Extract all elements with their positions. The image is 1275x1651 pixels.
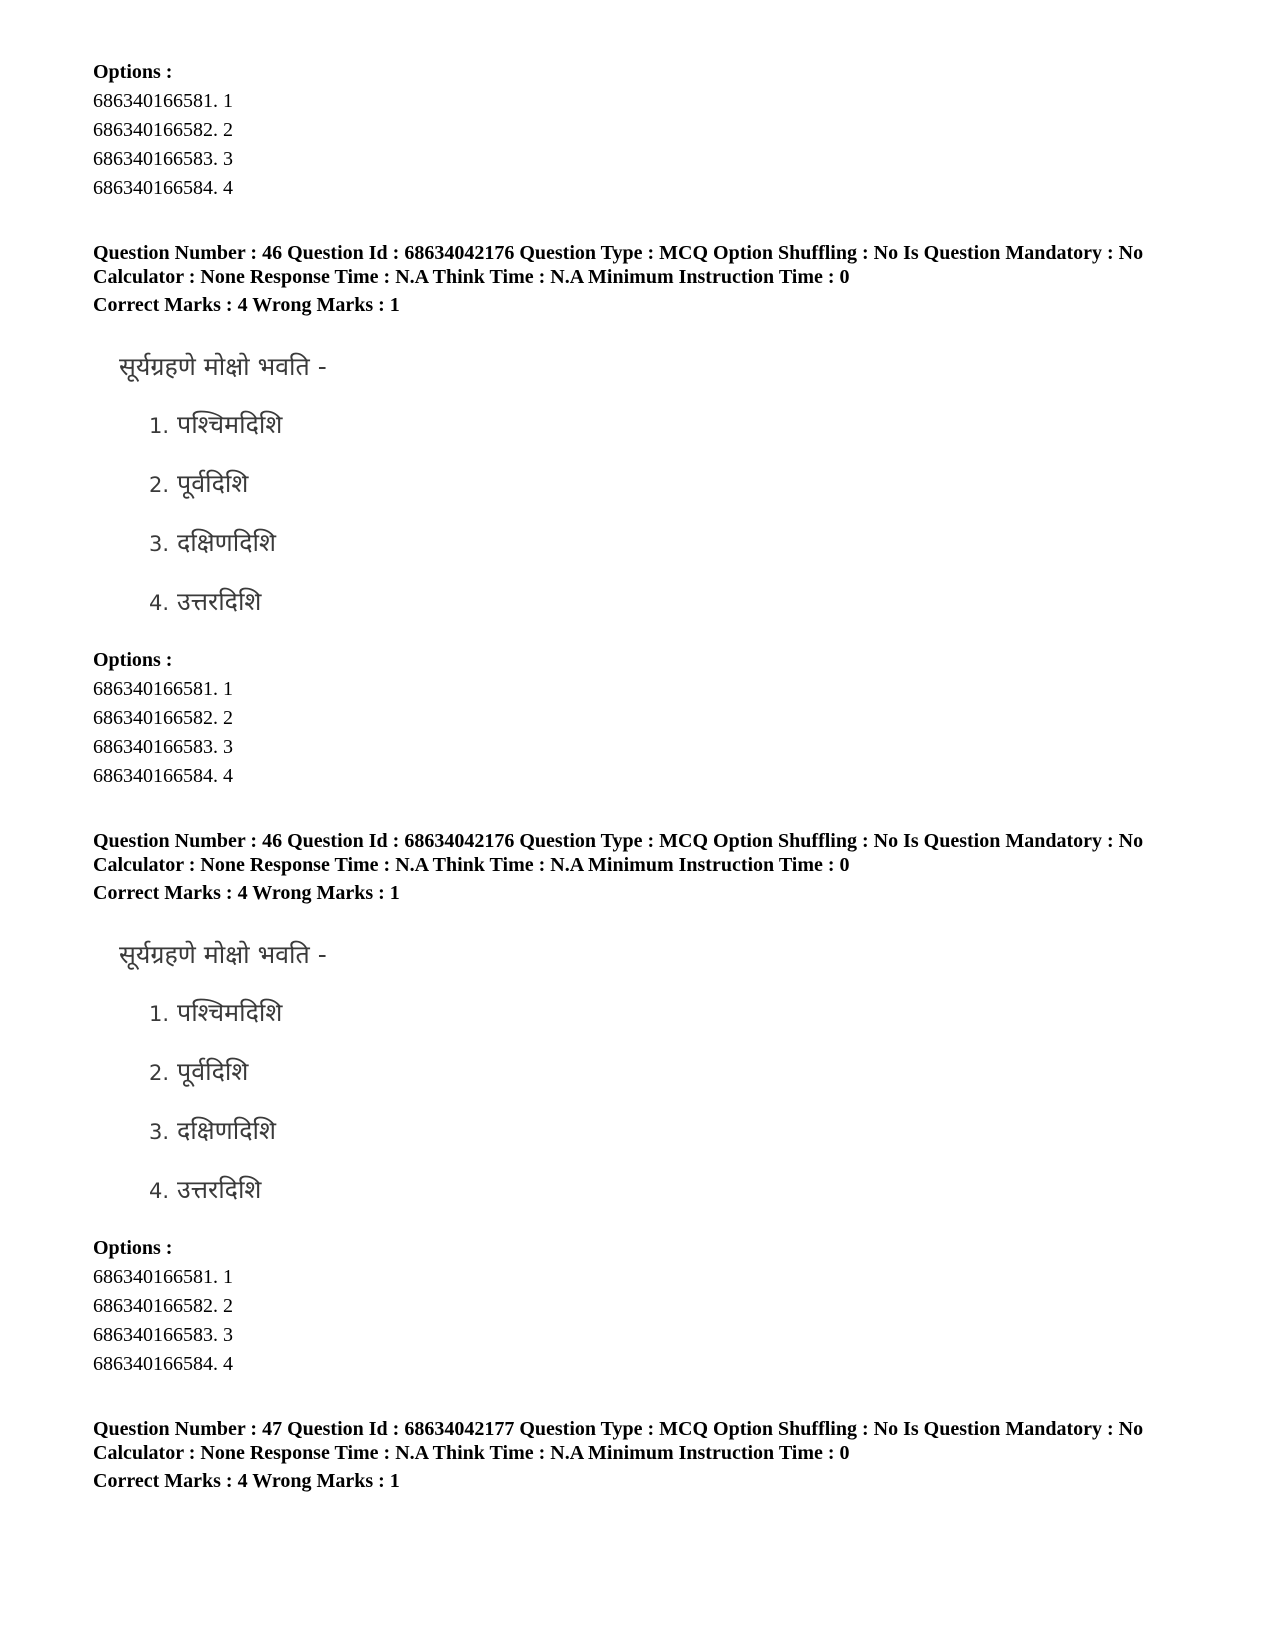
- option-line: 686340166581. 1: [93, 1266, 233, 1288]
- choice-number: 3.: [149, 532, 170, 556]
- question-choice: [119, 455, 1213, 514]
- choice-number: 3.: [149, 1120, 170, 1144]
- choice-number: 4.: [149, 591, 170, 615]
- option-line: 686340166583. 3: [93, 736, 233, 758]
- option-line: 686340166583. 3: [93, 148, 233, 170]
- option-line: 686340166584. 4: [93, 177, 233, 199]
- choice-text: उत्तरदिशि: [177, 1175, 262, 1204]
- option-line: 686340166583. 3: [93, 1324, 233, 1346]
- option-line: 686340166582. 2: [93, 119, 233, 141]
- options-block: [93, 58, 1213, 203]
- question-marks: Correct Marks : 4 Wrong Marks : 1: [93, 1470, 400, 1492]
- option-line: 686340166584. 4: [93, 765, 233, 787]
- question-choice: [119, 1102, 1213, 1161]
- option-line: 686340166582. 2: [93, 707, 233, 729]
- question-choice: [119, 984, 1213, 1043]
- choice-number: 1.: [149, 414, 170, 438]
- question-block: [93, 241, 1213, 791]
- options-block: [93, 646, 1213, 791]
- choice-text: पश्चिमदिशि: [177, 410, 283, 439]
- option-line: 686340166584. 4: [93, 1353, 233, 1375]
- question-marks: Correct Marks : 4 Wrong Marks : 1: [93, 294, 400, 316]
- choice-text: दक्षिणदिशि: [177, 1116, 276, 1145]
- question-marks: Correct Marks : 4 Wrong Marks : 1: [93, 882, 400, 904]
- question-header: Question Number : 46 Question Id : 68634042176 Question Type : MCQ Option Shuffling : No Is Question Mandatory : No Calculator : None Response Time : N.A Think Time : N.A Minimum Instruction Time : 0: [93, 242, 1144, 288]
- choice-number: 2.: [149, 1061, 170, 1085]
- question-image: [119, 338, 1213, 632]
- question-header: Question Number : 46 Question Id : 68634042176 Question Type : MCQ Option Shuffling : No Is Question Mandatory : No Calculator : None Response Time : N.A Think Time : N.A Minimum Instruction Time : 0: [93, 830, 1144, 876]
- question-stem: सूर्यग्रहणे मोक्षो भवति -: [119, 352, 327, 381]
- question-block: [93, 829, 1213, 1379]
- choice-text: उत्तरदिशि: [177, 587, 262, 616]
- document-page: [93, 58, 1213, 1496]
- question-choice: [119, 514, 1213, 573]
- choice-number: 2.: [149, 473, 170, 497]
- options-label: Options :: [93, 649, 173, 671]
- choice-number: 1.: [149, 1002, 170, 1026]
- options-label: Options :: [93, 1237, 173, 1259]
- question-image: [119, 926, 1213, 1220]
- question-block: [93, 1417, 1213, 1496]
- choice-number: 4.: [149, 1179, 170, 1203]
- options-block: [93, 1234, 1213, 1379]
- choice-text: पश्चिमदिशि: [177, 998, 283, 1027]
- question-choice: [119, 396, 1213, 455]
- question-choice: [119, 573, 1213, 632]
- question-choice: [119, 1043, 1213, 1102]
- options-label: Options :: [93, 61, 173, 83]
- choice-text: पूर्वदिशि: [177, 469, 249, 498]
- question-choice: [119, 1161, 1213, 1220]
- option-line: 686340166581. 1: [93, 90, 233, 112]
- option-line: 686340166581. 1: [93, 678, 233, 700]
- choice-text: दक्षिणदिशि: [177, 528, 276, 557]
- option-line: 686340166582. 2: [93, 1295, 233, 1317]
- question-header: Question Number : 47 Question Id : 68634042177 Question Type : MCQ Option Shuffling : No Is Question Mandatory : No Calculator : None Response Time : N.A Think Time : N.A Minimum Instruction Time : 0: [93, 1418, 1144, 1464]
- question-stem: सूर्यग्रहणे मोक्षो भवति -: [119, 940, 327, 969]
- choice-text: पूर्वदिशि: [177, 1057, 249, 1086]
